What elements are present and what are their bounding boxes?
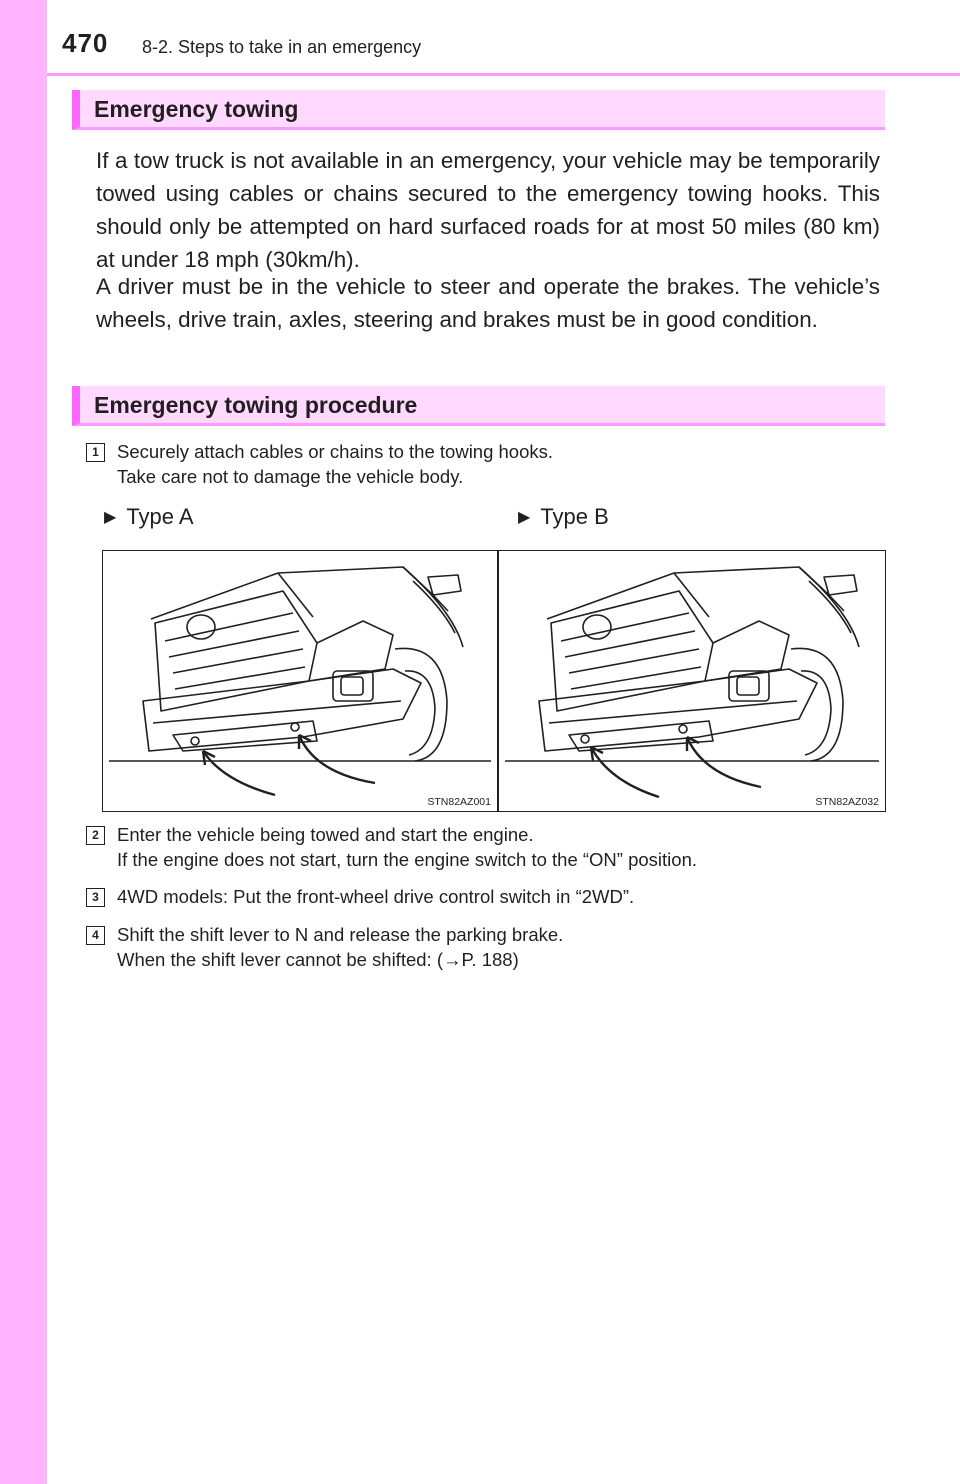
step-note: If the engine does not start, turn the engine switch to the “ON” position. [117,849,697,870]
figure-code: STN82AZ032 [815,796,879,808]
side-tab-strip [0,0,47,1484]
step-note: Take care not to damage the vehicle body. [117,466,464,487]
step-instruction: 4WD models: Put the front-wheel drive control switch in “2WD”. [117,886,635,907]
section-title: Emergency towing procedure [94,392,418,418]
step-1-text [117,439,877,489]
step-note: When the shift lever cannot be shifted: (→P. 188) [117,949,519,970]
header-divider [47,73,960,76]
step-number-badge: 2 [86,826,105,845]
step-2-text [117,822,877,872]
figure-label-text: Type B [540,504,609,529]
triangle-bullet-icon: ▶ [518,509,531,526]
requirements-paragraph: A driver must be in the vehicle to steer and operate the brakes. The vehicle’s wheels, drive train, axles, steering and brakes must be in good condition. [96,274,880,332]
section-header-towing-procedure [72,386,885,426]
step-number-badge: 3 [86,888,105,907]
section-title: Emergency towing [94,96,299,122]
step-number-badge: 4 [86,926,105,945]
illustration-type-b [498,550,886,812]
step-3-text [117,884,877,909]
truck-front-illustration [103,551,498,812]
figure-label-type-a [104,504,194,530]
figure-code: STN82AZ001 [427,796,491,808]
figure-label-type-b [518,504,609,530]
illustration-type-a [102,550,498,812]
step-instruction: Enter the vehicle being towed and start the engine. [117,824,534,845]
truck-front-illustration [499,551,886,812]
breadcrumb: 8-2. Steps to take in an emergency [142,37,422,57]
page-number: 470 [62,28,109,58]
intro-paragraph: If a tow truck is not available in an emergency, your vehicle may be temporarily towed using cables or chains secured to the emergency towing hooks. This should only be attempted on hard surfaced roads for at most 50 miles (80 km) at under 18 mph (30km/h). [96,148,880,272]
step-4-text [117,922,877,972]
section-header-emergency-towing [72,90,885,130]
triangle-bullet-icon: ▶ [104,509,117,526]
step-instruction: Shift the shift lever to N and release the parking brake. [117,924,564,945]
step-instruction: Securely attach cables or chains to the towing hooks. [117,441,554,462]
step-number-badge: 1 [86,443,105,462]
figure-label-text: Type A [126,504,194,529]
